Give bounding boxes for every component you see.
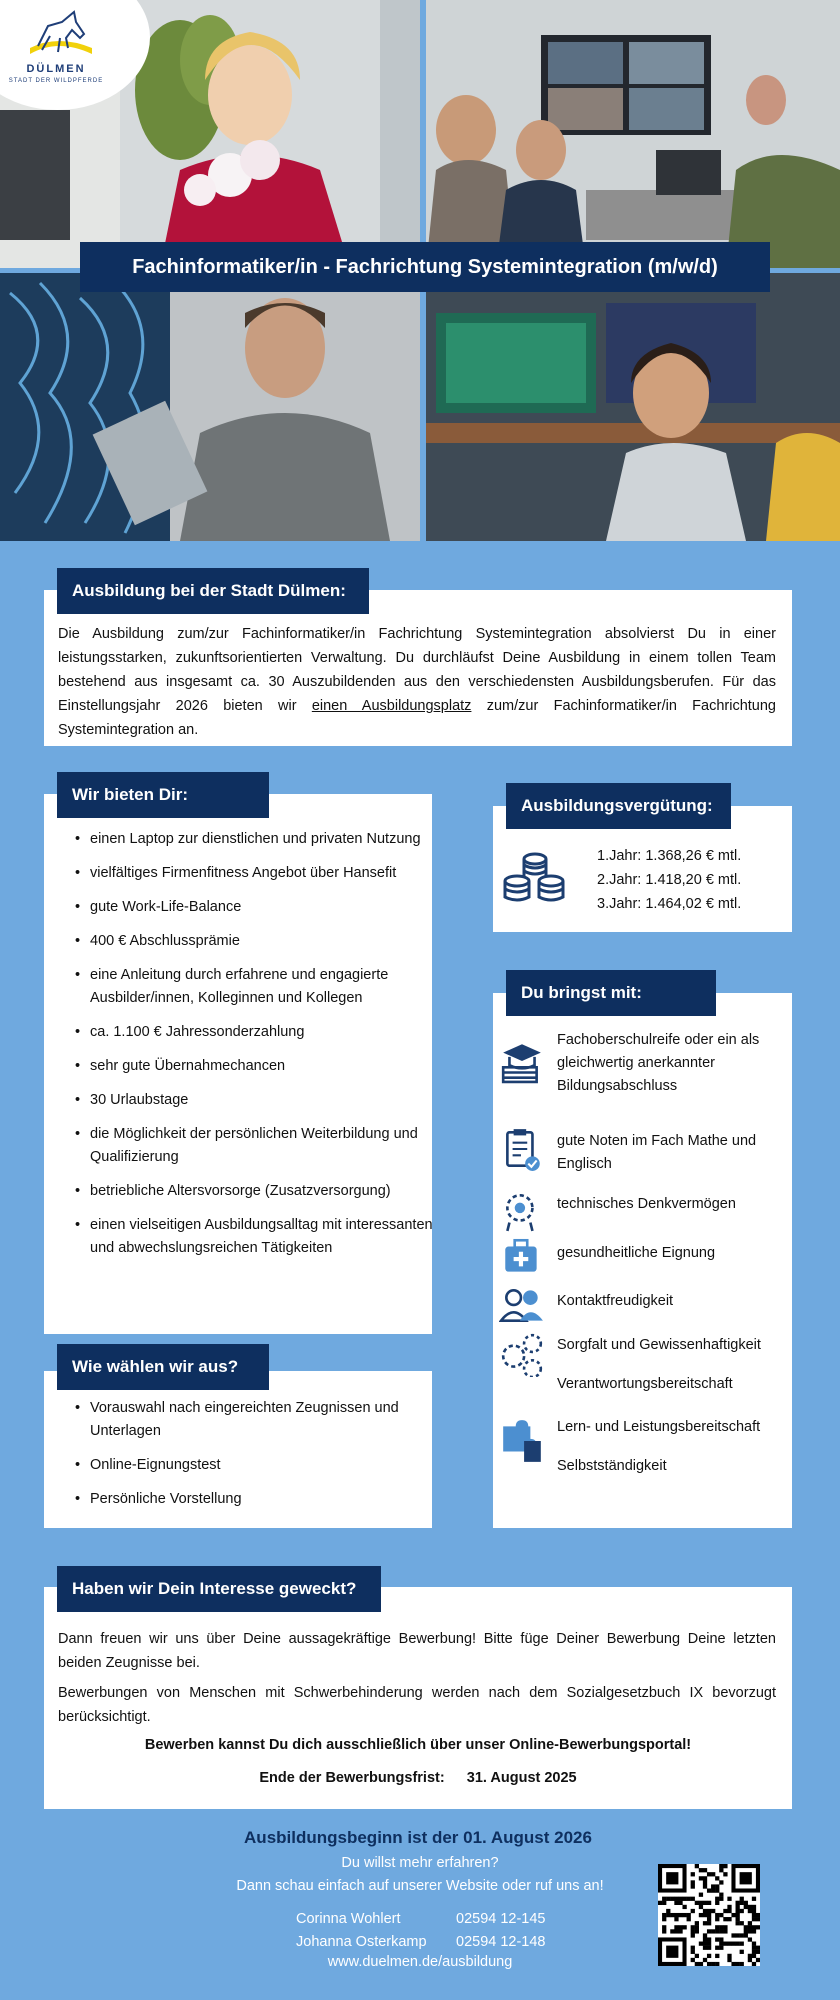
pay-heading: Ausbildungsvergütung: — [506, 783, 731, 829]
selection-card — [44, 1371, 432, 1528]
offer-item: • einen Laptop zur dienstlichen und privaten Nutzung — [90, 828, 440, 851]
offer-item: • 400 € Abschlussprämie — [90, 930, 440, 953]
photo-video-meeting — [426, 0, 840, 268]
intro-text-highlight: einen Ausbildungsplatz — [311, 698, 472, 714]
horse-logo-icon — [0, 8, 112, 63]
interest-heading: Haben wir Dein Interesse geweckt? — [57, 1566, 381, 1612]
deadline-label: Ende der Bewerbungsfrist: — [259, 1770, 445, 1786]
requirement-item: Fachoberschulreife oder ein als gleichwertig anerkannter Bildungsabschluss — [557, 1032, 760, 1094]
contact-item — [296, 1908, 576, 1931]
requirements-card — [493, 993, 792, 1528]
graduation-icon — [499, 1038, 545, 1089]
requirement-item: Sorgfalt und Gewissenhaftigkeit — [557, 1337, 761, 1353]
logo-tagline: STADT DER WILDPFERDE — [8, 78, 104, 84]
requirement-item: Selbstständigkeit — [557, 1458, 667, 1474]
contact-phone[interactable]: 02594 12-148 — [456, 1934, 546, 1950]
first-aid-icon — [499, 1234, 545, 1285]
contact-phone[interactable]: 02594 12-145 — [456, 1911, 546, 1927]
selection-list — [70, 1397, 440, 1522]
qr-code-icon — [658, 1864, 760, 1966]
interest-paragraph-1: Dann freuen wir uns über Deine aussagekräftige Bewerbung! Bitte füge Deiner Bewerbung Deine letzten beiden Zeugnisse bei. — [58, 1631, 776, 1671]
offer-item: • sehr gute Übernahmechancen — [90, 1055, 440, 1078]
interest-card — [44, 1587, 792, 1809]
requirement-item: Lern- und Leistungsbereitschaft — [557, 1419, 761, 1435]
offer-item: • ca. 1.100 € Jahressonderzahlung — [90, 1021, 440, 1044]
offer-item: • einen vielseitigen Ausbildungsalltag mit interessanten und abwechslungsreichen Tätigkeiten — [90, 1214, 440, 1260]
requirements-heading: Du bringst mit: — [506, 970, 716, 1016]
intro-heading: Ausbildung bei der Stadt Dülmen: — [57, 568, 369, 614]
offer-item: • 30 Urlaubstage — [90, 1089, 440, 1112]
qr-code[interactable] — [658, 1864, 760, 1966]
offer-item: • eine Anleitung durch erfahrene und engagierte Ausbilder/innen, Kolleginnen und Kollegen — [90, 964, 440, 1010]
requirement-item: Verantwortungsbereitschaft — [557, 1376, 733, 1392]
photo-server-room — [0, 273, 420, 541]
logo-name: DÜLMEN — [26, 63, 86, 75]
contact-name: Johanna Osterkamp — [296, 1934, 427, 1950]
requirement-item: gesundheitliche Eignung — [557, 1245, 716, 1261]
selection-item: • Persönliche Vorstellung — [90, 1488, 440, 1511]
interest-paragraph-2: Bewerbungen von Menschen mit Schwerbehinderung werden nach dem Sozialgesetzbuch IX bevorzugt berücksichtigt. — [58, 1685, 776, 1725]
offer-list — [70, 828, 440, 1271]
portal-notice: Bewerben kannst Du dich ausschließlich über unser Online-Bewerbungsportal! — [144, 1737, 692, 1753]
contact-list — [296, 1908, 576, 1954]
selection-item: • Vorauswahl nach eingereichten Zeugnissen und Unterlagen — [90, 1397, 440, 1443]
offer-heading: Wir bieten Dir: — [57, 772, 269, 818]
gear-head-icon — [499, 1187, 545, 1238]
contact-name: Corinna Wohlert — [296, 1911, 401, 1927]
offer-item: • die Möglichkeit der persönlichen Weiterbildung und Qualifizierung — [90, 1123, 440, 1169]
puzzle-icon — [499, 1418, 545, 1469]
deadline — [44, 1770, 792, 1786]
selection-heading: Wie wählen wir aus? — [57, 1344, 269, 1390]
contact-item — [296, 1931, 576, 1954]
deadline-value: 31. August 2025 — [466, 1770, 577, 1786]
city-logo — [0, 8, 112, 94]
intro-text-part: zum/zur Fachinformatiker/in Fachrichtung Systemintegration an. — [58, 698, 776, 738]
intro-text-part: Die Ausbildung zum/zur Fachinformatiker/in Fachrichtung Systemintegration absolvierst Du in einer leistungsstarken, zukunftsorientierten Verwaltung. Du durchläufst Deine Ausbildung in einem tollen Team bestehend aus insgesamt ca. 30 Auszubildenden aus den verschiedensten Ausbildungsberufen. Für das Einstellungsjahr 2026 bieten wir — [58, 626, 776, 714]
requirement-item: technisches Denkvermögen — [557, 1196, 736, 1212]
requirement-item: gute Noten im Fach Mathe und Englisch — [557, 1133, 757, 1172]
selection-item: • Online-Eignungstest — [90, 1454, 440, 1477]
website-link[interactable]: www.duelmen.de/ausbildung — [327, 1954, 513, 1970]
gears-icon — [499, 1331, 545, 1382]
website-hint: Dann schau einfach auf unserer Website oder ruf uns an! — [236, 1878, 604, 1894]
pay-item: 2.Jahr: 1.418,20 € mtl. — [597, 872, 742, 888]
pay-list — [597, 844, 741, 916]
pay-item: 1.Jahr: 1.368,26 € mtl. — [597, 848, 742, 864]
offer-item: • gute Work-Life-Balance — [90, 896, 440, 919]
requirement-item: Kontaktfreudigkeit — [557, 1293, 674, 1309]
offer-card — [44, 794, 432, 1334]
pay-item: 3.Jahr: 1.464,02 € mtl. — [597, 896, 742, 912]
people-icon — [499, 1283, 545, 1334]
clipboard-check-icon — [499, 1126, 545, 1177]
coins-icon — [501, 851, 567, 905]
photo-smiling-woman — [426, 273, 840, 541]
intro-text — [58, 622, 776, 742]
learn-more: Du willst mehr erfahren? — [341, 1855, 499, 1871]
offer-item: • betriebliche Altersvorsorge (Zusatzversorgung) — [90, 1180, 440, 1203]
offer-item: • vielfältiges Firmenfitness Angebot über Hansefit — [90, 862, 440, 885]
training-start: Ausbildungsbeginn ist der 01. August 2026 — [244, 1828, 592, 1847]
page-title: Fachinformatiker/in - Fachrichtung Systemintegration (m/w/d) — [80, 242, 770, 292]
